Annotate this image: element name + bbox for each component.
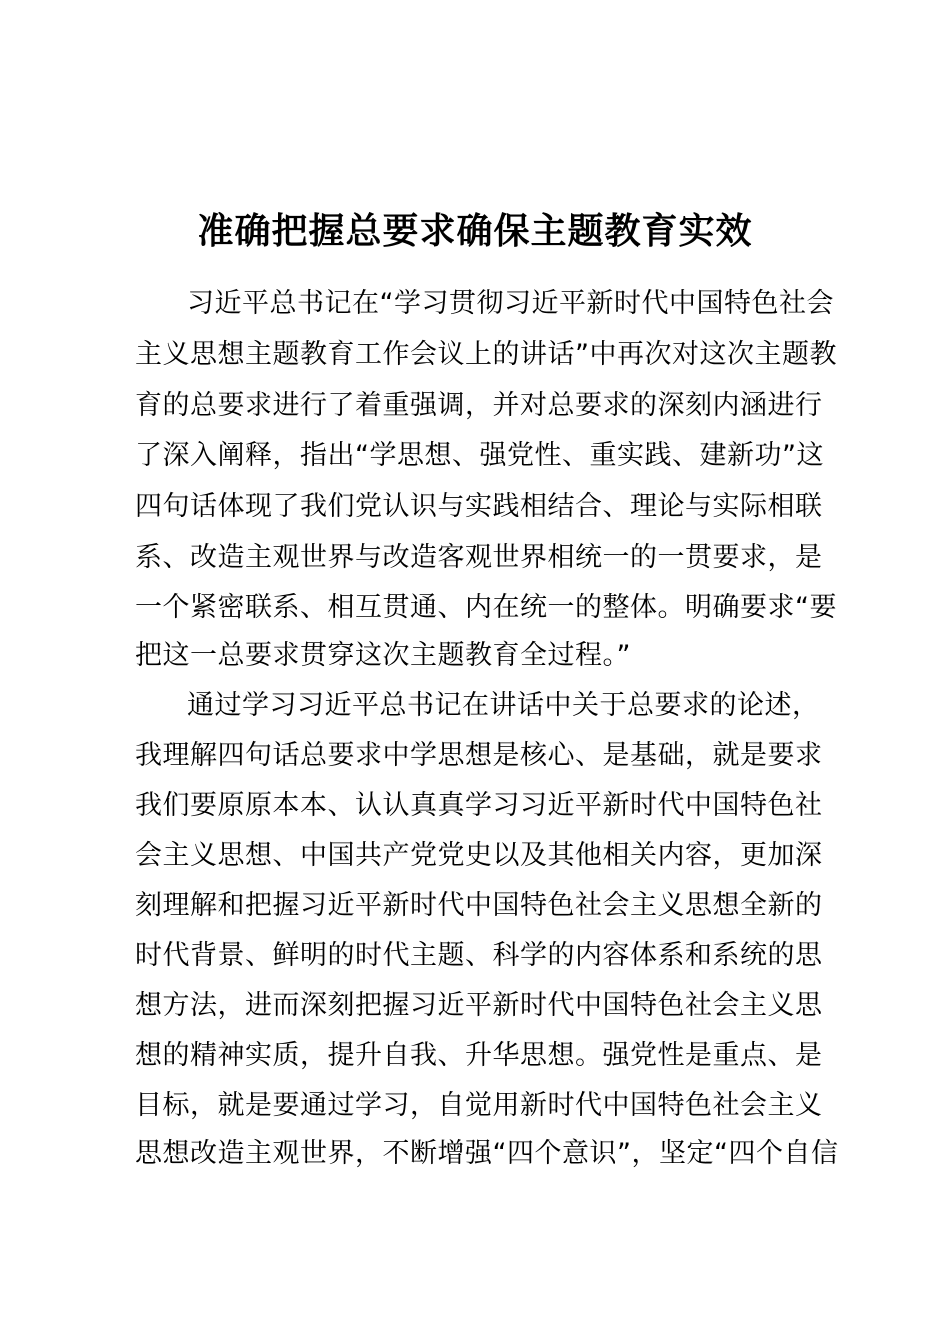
paragraph-1-line-7: 一个紧密联系、相互贯通、内在统一的整体。明确要求“要 <box>135 592 837 623</box>
paragraph-2-line-7: 想方法，进而深刻把握习近平新时代中国特色社会主义思 <box>135 990 823 1021</box>
paragraph-1-line-1: 习近平总书记在“学习贯彻习近平新时代中国特色社会 <box>187 288 834 319</box>
paragraph-2-line-9: 目标，就是要通过学习，自觉用新时代中国特色社会主义 <box>135 1090 823 1121</box>
paragraph-1-line-8: 把这一总要求贯穿这次主题教育全过程。” <box>135 640 631 671</box>
paragraph-2-line-4: 会主义思想、中国共产党党史以及其他相关内容，更加深 <box>135 840 823 871</box>
paragraph-2-line-2: 我理解四句话总要求中学思想是核心、是基础，就是要求 <box>135 740 823 771</box>
paragraph-1-line-5: 四句话体现了我们党认识与实践相结合、理论与实际相联 <box>135 491 823 522</box>
paragraph-1-line-6: 系、改造主观世界与改造客观世界相统一的一贯要求，是 <box>135 542 823 573</box>
paragraph-2-line-6: 时代背景、鲜明的时代主题、科学的内容体系和系统的思 <box>135 940 823 971</box>
paragraph-2-line-3: 我们要原原本本、认认真真学习习近平新时代中国特色社 <box>135 790 823 821</box>
paragraph-2-line-8: 想的精神实质，提升自我、升华思想。强党性是重点、是 <box>135 1040 823 1071</box>
paragraph-1-line-4: 了深入阐释，指出“学思想、强党性、重实践、建新功”这 <box>135 440 824 471</box>
paragraph-1-line-2: 主义思想主题教育工作会议上的讲话”中再次对这次主题教 <box>135 339 837 370</box>
paragraph-2-line-1: 通过学习习近平总书记在讲话中关于总要求的论述， <box>187 690 820 721</box>
document-title: 准确把握总要求确保主题教育实效 <box>197 211 753 252</box>
paragraph-2-line-10: 思想改造主观世界，不断增强“四个意识”，坚定“四个自信 <box>135 1138 839 1169</box>
paragraph-2-line-5: 刻理解和把握习近平新时代中国特色社会主义思想全新的 <box>135 890 823 921</box>
paragraph-1-line-3: 育的总要求进行了着重强调，并对总要求的深刻内涵进行 <box>135 390 823 421</box>
